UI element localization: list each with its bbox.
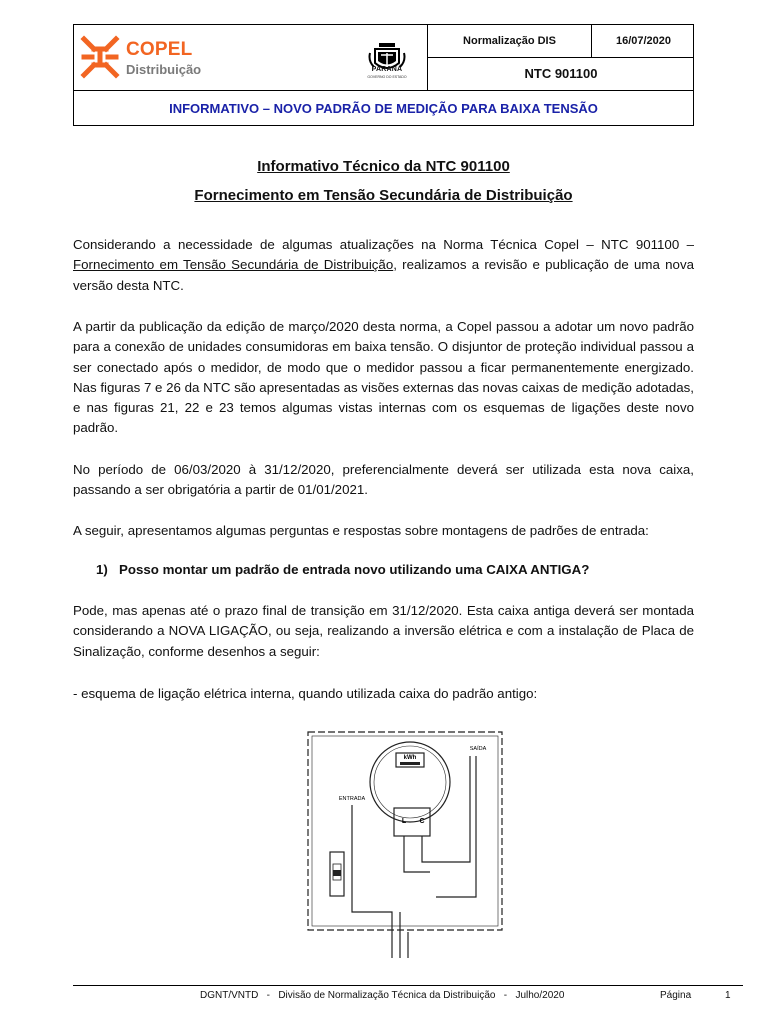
- footer-page-number: 1: [725, 990, 731, 1001]
- entrada-label: ENTRADA: [338, 796, 366, 802]
- wiring-diagram: [300, 722, 510, 960]
- intro-norm-title: Fornecimento em Tensão Secundária de Distribuição: [73, 257, 394, 273]
- normalization-label: Normalização DIS: [463, 35, 556, 47]
- meter-unit-label: kWh: [403, 755, 417, 761]
- question-1: [96, 562, 589, 577]
- paragraph-new-standard: A partir da publicação da edição de março/2020 desta norma, a Copel passou a adotar um novo padrão para a conexão de unidades consumidoras em baixa tensão. O disjuntor de proteção individual passou a ser conectado após o medidor, de modo que o medidor passou a ficar permanentemente energizado. Nas figuras 7 e 26 da NTC são apresentadas as visões externas das novas caixas de medição adotadas, e nas figuras 21, 22 e 23 temos algumas vistas internas com os esquemas de ligações deste novo padrão.: [73, 319, 694, 436]
- header-banner: INFORMATIVO – NOVO PADRÃO DE MEDIÇÃO PARA BAIXA TENSÃO: [169, 100, 598, 116]
- meter-body: [370, 742, 450, 822]
- document-subtitle: Fornecimento em Tensão Secundária de Distribuição: [194, 187, 573, 204]
- copel-logo-subtitle: Distribuição: [126, 62, 202, 77]
- paragraph-intro: [73, 235, 694, 296]
- copel-logo-icon: [80, 35, 120, 79]
- paragraph-answer-1: Pode, mas apenas até o prazo final de transição em 31/12/2020. Esta caixa antiga deverá ser montada considerando a NOVA LIGAÇÃO, ou seja, realizando a inversão elétrica e com a instalação de Placa de Sinalização, conforme desenhos a seguir:: [73, 603, 694, 659]
- document-title: Informativo Técnico da NTC 901100: [257, 158, 510, 175]
- wire-l: [404, 836, 430, 872]
- document-header: [73, 24, 694, 126]
- parana-state-subtitle: GOVERNO DO ESTADO: [367, 75, 407, 79]
- paragraph-transition-period: No período de 06/03/2020 à 31/12/2020, preferencialmente deverá ser utilizada esta nova caixa, passando a ser obrigatória a partir de 01/01/2021.: [73, 462, 694, 498]
- paragraph-wiring-caption: - esquema de ligação elétrica interna, quando utilizada caixa do padrão antigo:: [73, 686, 538, 701]
- copel-logo-name: COPEL: [126, 39, 193, 60]
- footer-divider: [73, 985, 743, 986]
- saida-label: SAÍDA: [469, 746, 487, 752]
- intro-text-start: Considerando a necessidade de algumas atualizações na Norma Técnica Copel – NTC 901100 –: [73, 237, 694, 252]
- question-1-text: Posso montar um padrão de entrada novo utilizando uma CAIXA ANTIGA?: [119, 562, 590, 577]
- wire-neutral: [400, 912, 408, 958]
- meter-box-outline: [308, 732, 502, 930]
- footer-page-label: Página: [660, 990, 692, 1001]
- footer-department: DGNT/VNTD - Divisão de Normalização Técnica da Distribuição - Julho/2020: [200, 990, 565, 1001]
- logo-cell: [74, 25, 427, 90]
- terminal-l-label: L: [401, 818, 407, 825]
- parana-state-name: PARANÁ: [371, 66, 403, 73]
- header-top-row: [74, 25, 693, 91]
- document-date: 16/07/2020: [591, 25, 695, 57]
- wire-c: [422, 756, 470, 862]
- wire-entrada: [352, 805, 392, 958]
- terminal-c-label: C: [419, 818, 425, 825]
- document-meta: [427, 25, 694, 90]
- intro-text-end: , realizamos a revisão e publicação de uma nova versão desta NTC.: [73, 257, 694, 293]
- question-1-number: 1): [96, 562, 108, 577]
- paragraph-questions-intro: A seguir, apresentamos algumas perguntas e respostas sobre montagens de padrões de entrada:: [73, 523, 649, 538]
- document-code: NTC 901100: [524, 66, 598, 81]
- meta-top-row: [428, 25, 694, 58]
